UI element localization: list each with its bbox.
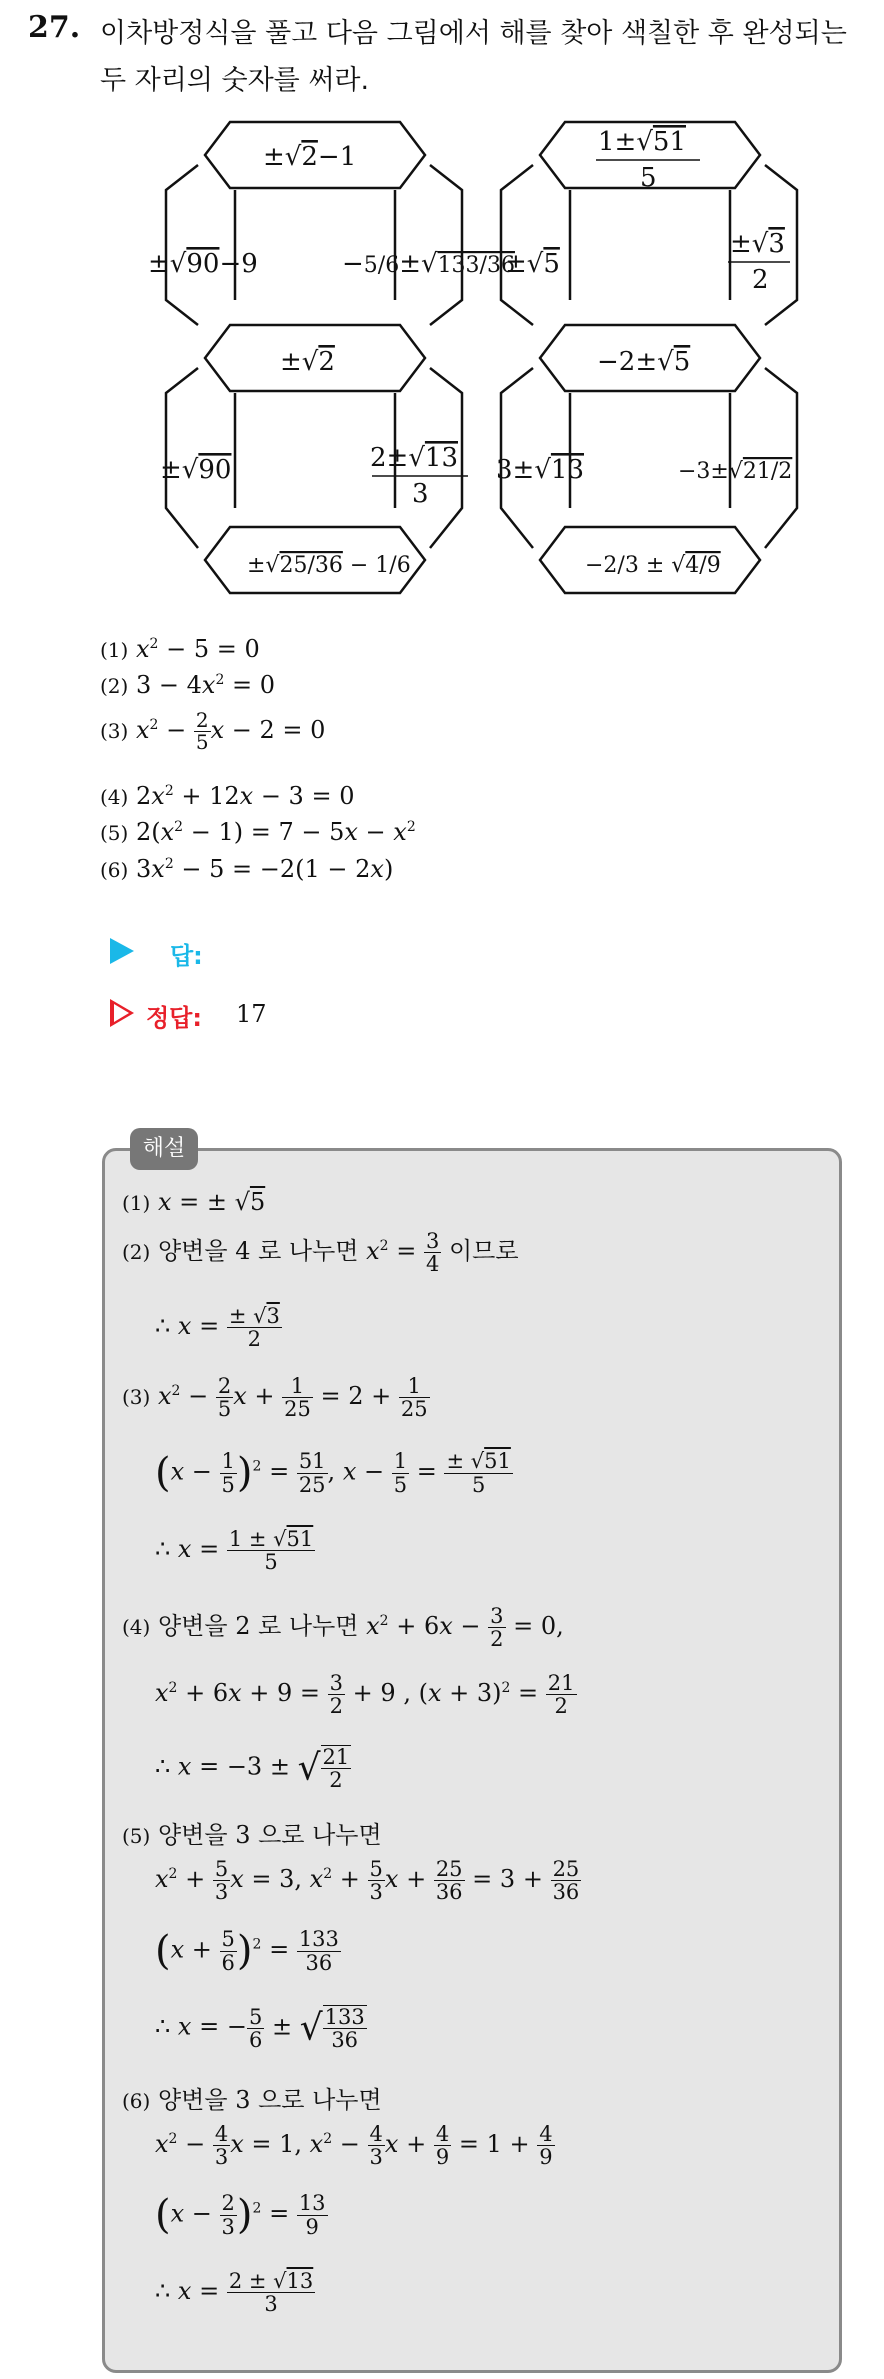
segment-right-upper-left [501, 165, 533, 325]
label-left-lower-right: 2±√13 [370, 443, 458, 473]
solution-step-5c: (x + $\frac{5}{6}$ )$^2$ = $\frac{133}{36}$ [155, 1927, 339, 1975]
label-left-upper-right: −5/6±√133/36 [342, 249, 515, 279]
problem-2: (2) $3 - 4x^2 = 0$ [100, 671, 275, 699]
label-left-bottom: ±√25/36 − 1/6 [247, 553, 411, 578]
segment-right-lower-right [765, 368, 797, 548]
problem-1: (1) $x^2 - 5 = 0$ [100, 635, 260, 663]
solution-step-2b: ∴ x = $\frac{\pm √3}{2}$ [155, 1304, 280, 1352]
solution-step-3c: ∴ x = $\frac{1 \pm √51}{5}$ [155, 1527, 314, 1575]
seven-segment-puzzle [0, 0, 884, 620]
label-right-lower-left: 3±√13 [496, 455, 584, 485]
solution-step-6c: (x − $\frac{2}{3}$ )$^2$ = $\frac{13}{9}$ [155, 2191, 326, 2239]
solution-step-5b: $x^2$ + $\frac{5}{3}$ x = 3, $x^2$ + $\frac{5}{3}$ x + $\frac{25}{36}$ = 3 + $\frac{25}{36}$ [155, 1857, 580, 1905]
solution-step-3b: (x − $\frac{1}{5}$ )$^2$ = $\frac{51}{25}$ , x − $\frac{1}{5}$ = $\frac{\pm √51}{5}$ [155, 1449, 511, 1497]
svg-text:2: 2 [752, 265, 769, 295]
solution-step-1: (1) x = ± √5 [122, 1188, 266, 1216]
label-left-lower-left: ±√90 [160, 455, 232, 485]
label-right-upper-left: ±√5 [505, 249, 560, 279]
solution-step-4b: $x^2 + 6x + 9$ = $\frac{3}{2}$ + 9 , $(x + 3)^2$ = $\frac{21}{2}$ [155, 1671, 575, 1719]
svg-text:3: 3 [412, 479, 429, 509]
answer-label: 답: [170, 942, 203, 970]
solution-tag: 해설 [130, 1128, 198, 1170]
solution-step-4: (4) 양변을 2 로 나누면 $x^2 + 6x$ − $\frac{3}{2}$ = 0, [122, 1604, 564, 1652]
svg-text:5: 5 [640, 163, 657, 193]
problem-6: (6) $3x^2 - 5 = -2(1 - 2x)$ [100, 855, 394, 883]
label-right-lower-right: −3±√21/2 [678, 459, 793, 484]
solution-step-6d: ∴ x = $\frac{2 \pm √13}{3}$ [155, 2269, 314, 2317]
question-text: 이차방정식을 풀고 다음 그림에서 해를 찾아 색칠한 후 완성되는 두 자리의 숫자를 써라. [100, 18, 847, 96]
outline-arrow-icon [110, 999, 134, 1027]
label-right-top: 1±√51 [598, 127, 686, 157]
play-arrow-icon [110, 938, 134, 964]
label-right-middle: −2±√5 [597, 347, 691, 377]
segment-left-upper-left [166, 165, 198, 325]
label-left-middle: ±√2 [280, 347, 335, 377]
label-left-upper-left: ±√90−9 [148, 249, 258, 279]
solution-step-5: (5) 양변을 3 으로 나누면 [122, 1821, 382, 1849]
solution-step-2: (2) 양변을 4 로 나누면 $x^2$ = $\frac{3}{4}$ 이므로 [122, 1229, 519, 1277]
solution-step-5d: ∴ x = − $\frac{5}{6}$ ± √ $\frac{133}{36}$ [155, 2004, 365, 2053]
label-right-upper-right: ±√3 [730, 229, 785, 259]
segment-left-upper-right [430, 165, 462, 325]
correct-answer-label: 정답: [146, 1004, 202, 1032]
problem-3: (3) $x^2$ − $\frac{2}{5}$ x − 2 = 0 [100, 708, 326, 754]
solution-step-6: (6) 양변을 3 으로 나누면 [122, 2086, 382, 2114]
solution-step-6b: $x^2$ − $\frac{4}{3}$ x = 1, $x^2$ − $\frac{4}{3}$ x + $\frac{4}{9}$ = 1 + $\frac{4}{9}$ [155, 2122, 553, 2170]
label-left-top: ±√2−1 [263, 142, 357, 172]
problem-4: (4) $2x^2 + 12x - 3 = 0$ [100, 782, 355, 810]
problem-5: (5) $2(x^2 - 1) = 7 - 5x - x^2$ [100, 818, 416, 846]
correct-answer-value: 17 [236, 1000, 267, 1028]
question-number: 27. [28, 10, 81, 45]
label-right-bottom: −2/3 ± √4/9 [585, 553, 721, 578]
solution-step-3: (3) $x^2$ − $\frac{2}{5}$ x + $\frac{1}{25}$ = 2 + $\frac{1}{25}$ [122, 1374, 428, 1422]
solution-step-4c: ∴ x = −3 ± √ $\frac{21}{2}$ [155, 1745, 350, 1793]
